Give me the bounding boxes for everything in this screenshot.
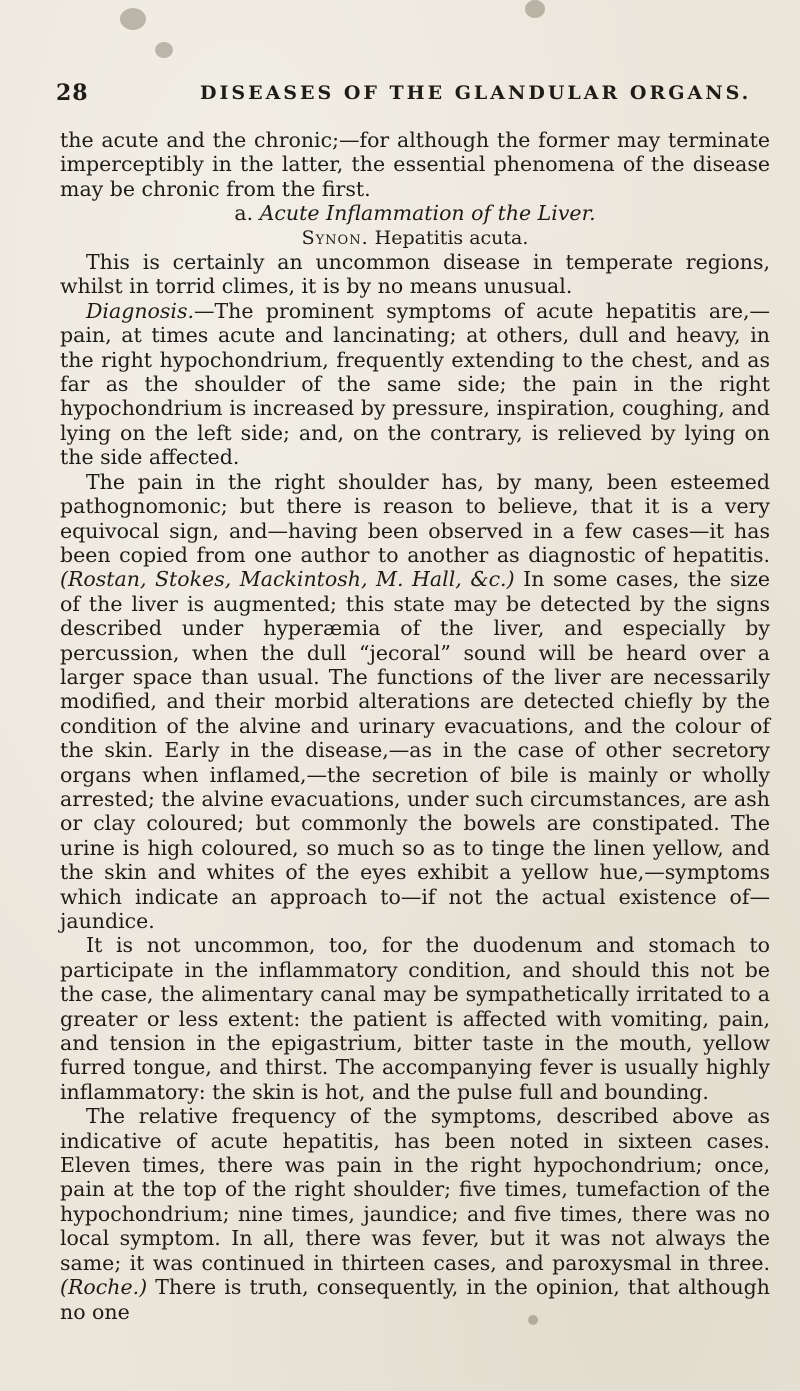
paragraph-5-end: There is truth, consequently, in the opinion, that although no one — [60, 1275, 770, 1324]
paragraph-5-citation: (Roche.) — [60, 1275, 148, 1300]
ink-blot — [120, 8, 146, 30]
synonym-line — [60, 226, 770, 250]
paragraph-3-citation: (Rostan, Stokes, Mackintosh, M. Hall, &c.) — [60, 567, 515, 592]
paragraph-5 — [60, 1104, 770, 1324]
synonym-label: Synon. — [301, 226, 369, 249]
section-label: a. — [234, 201, 254, 226]
paragraph-2-text: —The prominent symptoms of acute hepatitis are,—pain, at times acute and lancinating; at others, dull and heavy, in the right hypochondrium, frequently extending to the chest, and as far as the shoulder of the same side; the pain in the right hypochondrium is increased by pressure, inspiration, coughing, and lying on the left side; and, on the contrary, is relieved by lying on the side affected. — [60, 298, 770, 470]
paragraph-4 — [60, 933, 770, 1104]
ink-blot — [525, 0, 545, 18]
ink-blot — [155, 42, 173, 58]
intro-paragraph — [60, 128, 770, 201]
paragraph-3-start: The pain in the right shoulder has, by many, been esteemed pathognomonic; but there is reason to believe, that it is a very equivocal sign, and—having been observed in a few cases—it has been copied from one author to another as diagnostic of hepatitis. — [60, 469, 770, 567]
paragraph-1 — [60, 250, 770, 299]
paragraph-2 — [60, 299, 770, 470]
page-header — [0, 80, 800, 110]
paragraph-3-rest: In some cases, the size of the liver is augmented; this state may be detected by the signs described under hyperæmia of the liver, and especially by percussion, when the dull “jecoral” sound will be heard over a larger space than usual. The functions of the liver are necessarily modified, and their morbid alterations are detected chiefly by the condition of the alvine and urinary evacuations, and the colour of the skin. Early in the disease,—as in the case of other secretory organs when inflamed,—the secretion of bile is mainly or wholly arrested; the alvine evacuations, under such circumstances, are ash or clay coloured; but commonly the bowels are constipated. The urine is high coloured, so much so as to tinge the linen yellow, and the skin and whites of the eyes exhibit a yellow hue,—symptoms which indicate an approach to—if not the actual existence of—jaundice. — [60, 567, 770, 933]
diagnosis-label: Diagnosis. — [86, 298, 194, 323]
intro-text: the acute and the chronic;—for although the former may terminate imperceptibly in the latter, the essential phenomena of the disease may be chronic from the first. — [60, 128, 770, 201]
running-head: DISEASES OF THE GLANDULAR ORGANS. — [200, 82, 752, 104]
section-title: Acute Inflammation of the Liver. — [259, 201, 596, 226]
page-body — [60, 128, 770, 1324]
page-number: 28 — [56, 80, 89, 106]
paragraph-3 — [60, 470, 770, 934]
paragraph-5-start: The relative frequency of the symptoms, described above as indicative of acute hepatitis, has been noted in sixteen cases. Eleven times, there was pain in the right hypochondrium; once, pain at the top of the right shoulder; five times, tumefaction of the hypochondrium; nine times, jaundice; and five times, there was no local symptom. In all, there was fever, but it was not always the same; it was continued in thirteen cases, and paroxysmal in three. — [60, 1104, 770, 1275]
section-heading — [60, 201, 770, 225]
paragraph-4-text: It is not uncommon, too, for the duodenum and stomach to participate in the inflammatory condition, and should this not be the case, the alimentary canal may be sympathetically irritated to a greater or less extent: the patient is affected with vomiting, pain, and tension in the epigastrium, bitter taste in the mouth, yellow furred tongue, and thirst. The accompanying fever is usually highly inflammatory: the skin is hot, and the pulse full and bounding. — [60, 933, 770, 1104]
paragraph-1-text: This is certainly an uncommon disease in temperate regions, whilst in torrid climes, it is by no means unusual. — [60, 250, 770, 299]
synonym-text: Hepatitis acuta. — [374, 226, 529, 249]
